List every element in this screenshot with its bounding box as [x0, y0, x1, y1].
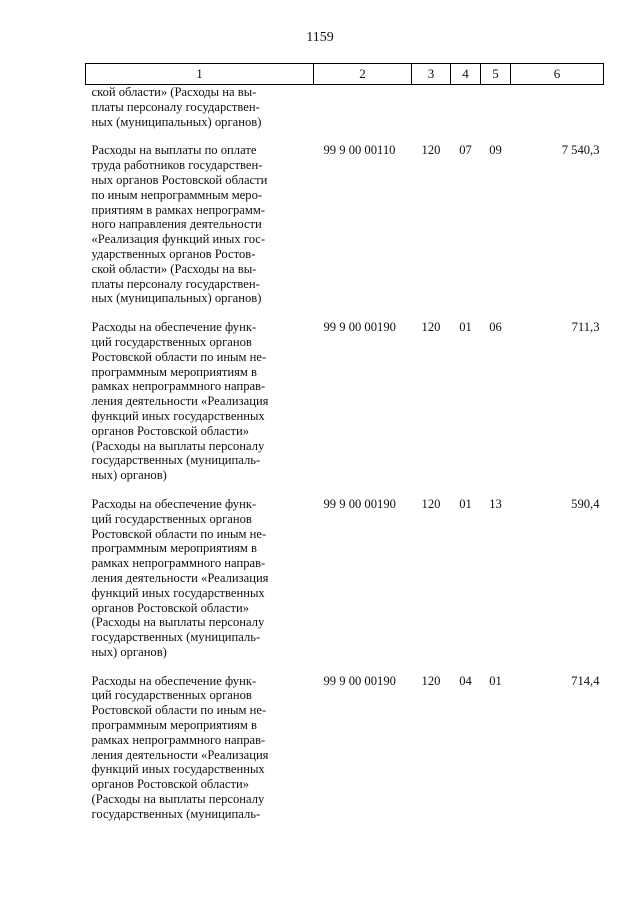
row-col-4: 07	[459, 143, 472, 158]
header-col-6: 6	[511, 64, 604, 85]
row-amount	[511, 85, 604, 130]
row-amount: 7 540,3	[561, 143, 600, 158]
page-number: 1159	[306, 30, 334, 45]
header-col-1: 1	[86, 64, 314, 85]
row-code	[314, 85, 412, 130]
row-description: Расходы на выплаты по оплате труда работников государствен- ных органов Ростовской области по иным непрограммным меро- приятиям в рамках непрограмм- ного направления деятельности «Реализация функций иных гос- ударственных органов Ростов- ской области» (Расходы на вы- платы персоналу государствен- ных (муниципальных) органов)	[91, 143, 268, 306]
row-col-5: 09	[489, 143, 502, 158]
row-col-4	[451, 85, 481, 130]
row-col-4: 04	[459, 673, 472, 688]
row-col-3: 120	[421, 496, 441, 511]
row-col-5	[481, 85, 511, 130]
row-col-3: 120	[421, 320, 441, 335]
row-amount: 590,4	[571, 496, 600, 511]
row-description: Расходы на обеспечение функ- ций государственных органов Ростовской области по иным не- программным мероприятиям в рамках непрограммного направ- ления деятельности «Реализация функций иных государственных органов Ростовской области» (Расходы на выплаты персоналу государственных (муниципаль- ных) органов)	[91, 496, 269, 659]
budget-table	[85, 63, 604, 822]
row-col-3	[412, 85, 451, 130]
row-col-5: 13	[489, 496, 502, 511]
header-col-2: 2	[314, 64, 412, 85]
row-col-3: 120	[421, 673, 441, 688]
table-header-row	[86, 64, 604, 85]
header-col-5: 5	[481, 64, 511, 85]
table-row	[86, 660, 604, 822]
table-row	[86, 306, 604, 483]
row-code: 99 9 00 00190	[323, 320, 396, 335]
row-amount: 711,3	[571, 320, 600, 335]
row-amount: 714,4	[571, 673, 600, 688]
table-row	[86, 129, 604, 306]
row-col-5: 06	[489, 320, 502, 335]
header-col-4: 4	[451, 64, 481, 85]
row-col-4: 01	[459, 496, 472, 511]
row-code: 99 9 00 00190	[323, 673, 396, 688]
table-row	[86, 483, 604, 660]
row-description: Расходы на обеспечение функ- ций государственных органов Ростовской области по иным не- программным мероприятиям в рамках непрограммного направ- ления деятельности «Реализация функций иных государственных органов Ростовской области» (Расходы на выплаты персоналу государственных (муниципаль- ных) органов)	[91, 320, 269, 483]
row-code: 99 9 00 00190	[323, 496, 396, 511]
row-col-3: 120	[421, 143, 441, 158]
row-code: 99 9 00 00110	[323, 143, 396, 158]
table-row	[86, 85, 604, 130]
row-col-5: 01	[489, 673, 502, 688]
row-col-4: 01	[459, 320, 472, 335]
row-description: Расходы на обеспечение функ- ций государственных органов Ростовской области по иным не- программным мероприятиям в рамках непрограммного направ- ления деятельности «Реализация функций иных государственных органов Ростовской области» (Расходы на выплаты персоналу государственных (муниципаль-	[91, 673, 269, 821]
row-description: ской области» (Расходы на вы- платы персоналу государствен- ных (муниципальных) органов)	[91, 85, 262, 129]
header-col-3: 3	[412, 64, 451, 85]
